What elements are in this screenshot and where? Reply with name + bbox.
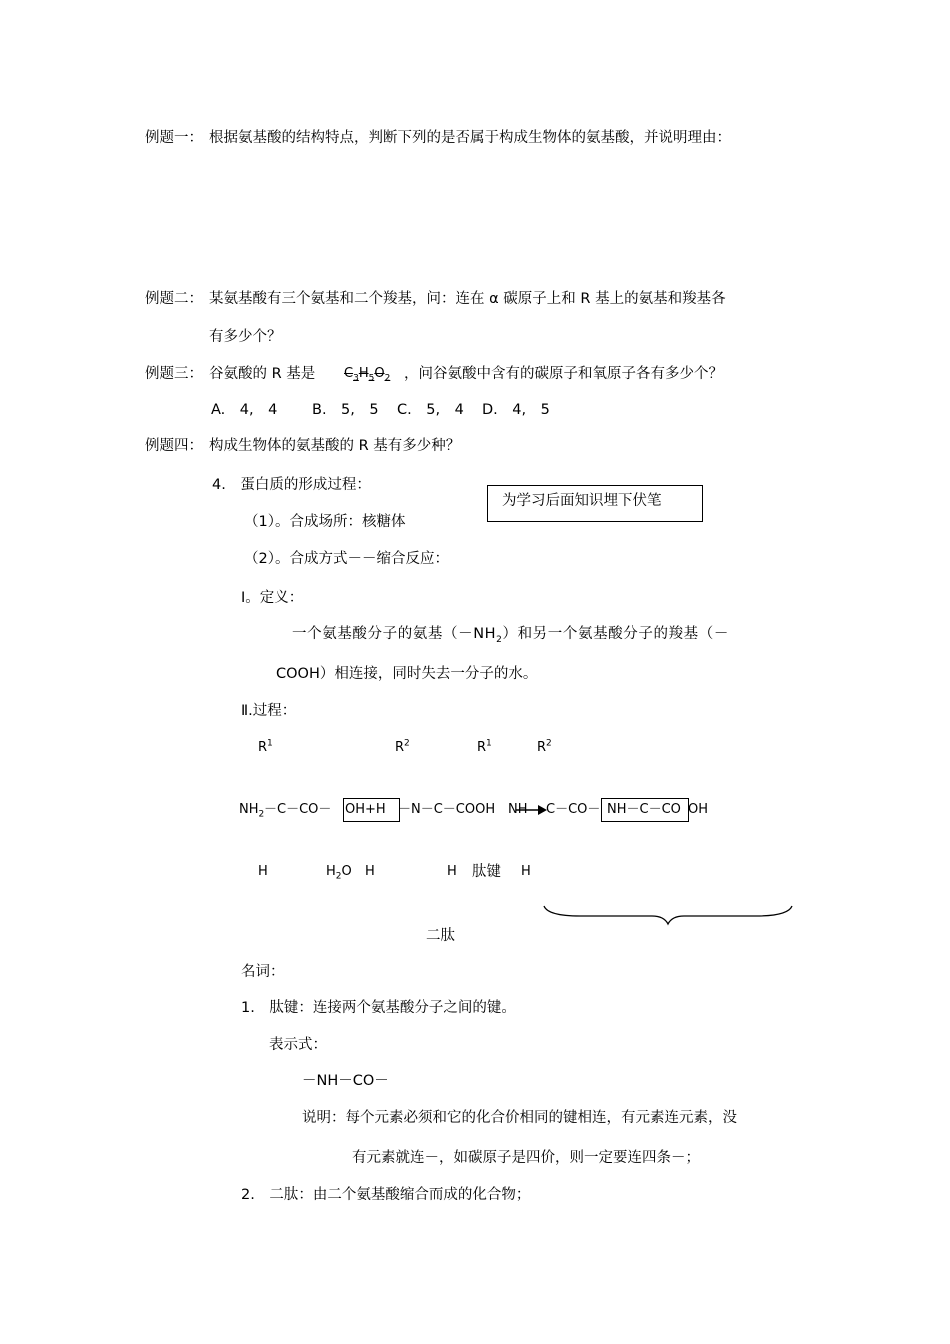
explanation-line1: 说明：每个元素必须和它的化合价相同的键相连，有元素连元素，没 [302,1110,737,1126]
example3-label: 例题三： [145,366,203,382]
example2-line1: 某氨基酸有三个氨基和二个羧基，问：连在 α 碳原子上和 R 基上的氨基和羧基各 [209,291,726,307]
process-title: Ⅱ.过程： [241,703,297,719]
h4-label: H [521,864,531,879]
option-c: C. 5, 4 [397,402,464,418]
peptide-bond-label: 肽键 [472,864,501,880]
r1b-label: $R^1$ [477,738,492,755]
definition-line2: COOH）相连接，同时失去一分子的水。 [276,666,538,682]
example3-text-b: ，问谷氨酸中含有的碳原子和氧原子各有多少个？ [404,366,723,382]
example1-text: 根据氨基酸的结构特点，判断下列的是否属于构成生物体的氨基酸，并说明理由： [209,130,731,146]
nh2-group: $NH_2$ [239,802,265,820]
r1-label: $R^1$ [258,738,273,755]
dipeptide-label: 二肽 [426,928,455,944]
r2-label: $R^2$ [395,738,410,755]
definition-title: Ⅰ。定义： [241,590,304,606]
note-box: 为学习后面知识埋下伏笔 [487,485,703,522]
terms-title: 名词： [241,964,285,980]
h2o-label: $H_2O$ [326,864,352,882]
term2-text: 2. 二肽：由二个氨基酸缩合而成的化合物； [241,1187,531,1203]
explanation-line2: 有元素就连－，如碳原子是四价，则一定要连四条－； [352,1150,700,1166]
option-d: D. 4, 5 [482,402,550,418]
r2b-label: $R^2$ [537,738,552,755]
h2-label: H [365,864,375,879]
oh-h-group: OH+H [345,802,386,817]
left-chain: －C－CO－ [264,802,332,817]
peptide-bond-group: NH－C－CO [607,802,681,817]
example1-label: 例题一： [145,130,203,146]
right-chain-a: C－CO－ [546,802,601,817]
definition-line1: 一个氨基酸分子的氨基$(-NH_2)$和另一个氨基酸分子的羧基（－ [292,626,729,645]
option-a: A. 4, 4 [211,402,278,418]
example3-text-a: 谷氨酸的 R 基是 [209,366,316,382]
brace-icon [540,900,796,928]
example4-label: 例题四： [145,438,203,454]
option-b: B. 5, 5 [312,402,379,418]
section4-heading: 4. 蛋白质的形成过程： [212,477,371,493]
example2-label: 例题二： [145,291,203,307]
mid-chain: －N－C－COOH [398,802,496,817]
term1-text: 1. 肽键：连接两个氨基酸分子之间的键。 [241,1000,516,1016]
arrow-icon [516,803,550,817]
h1-label: H [258,864,268,879]
example4-text: 构成生物体的氨基酸的 R 基有多少种？ [209,438,461,454]
nh-group: NH [508,802,528,817]
expression-label: 表示式： [269,1037,327,1053]
right-chain-b: OH [688,802,709,817]
example3-formula: $C_3H_5O_2$ [344,366,391,384]
expression-formula: －NH－CO－ [302,1073,389,1089]
item2-text: （2）。合成方式－－缩合反应： [244,551,449,567]
example2-line2: 有多少个？ [209,329,282,345]
h3-label: H [447,864,457,879]
item1-text: （1）。合成场所：核糖体 [244,514,406,530]
